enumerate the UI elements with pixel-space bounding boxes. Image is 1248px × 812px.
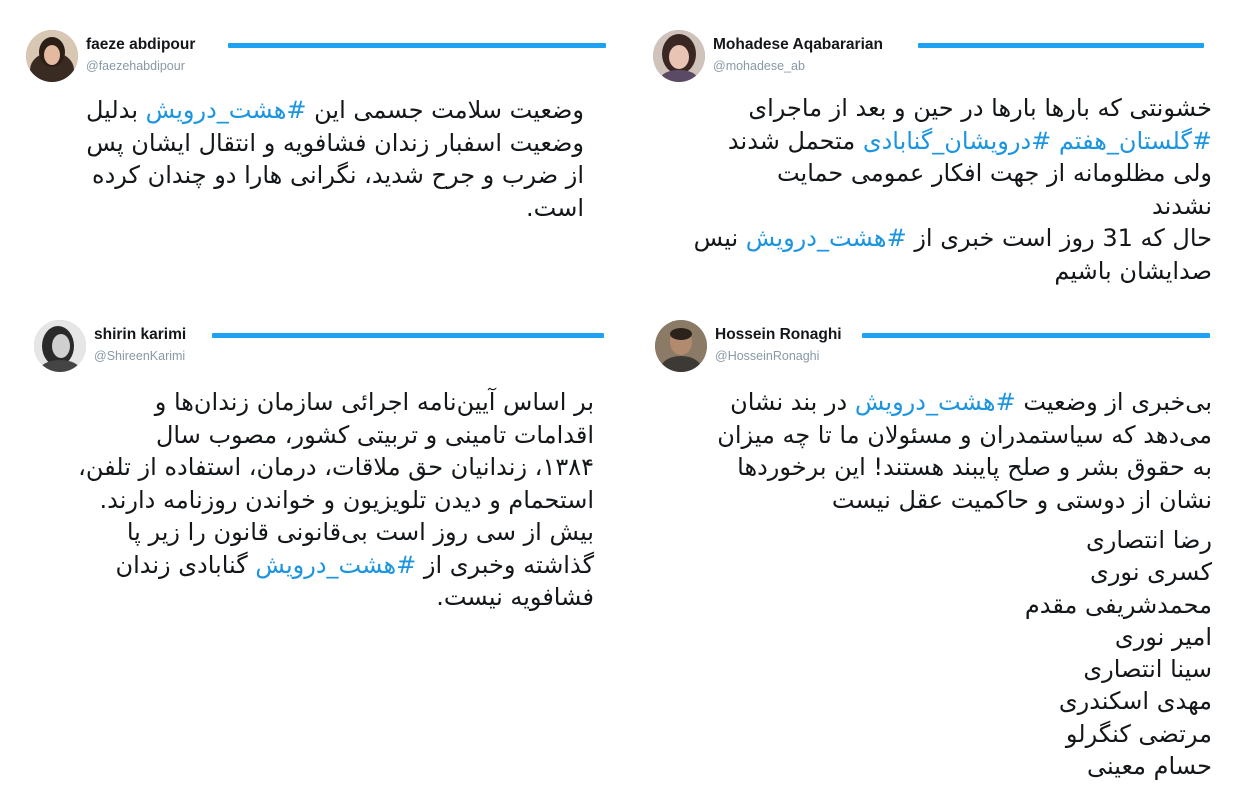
accent-divider bbox=[862, 333, 1210, 338]
accent-divider bbox=[228, 43, 606, 48]
tweet-text: وضعیت سلامت جسمی این #هشت_درویش بدلیل وضعیت اسفبار زندان فشافویه و انتقال ایشان پس از ضرب و جرح شدید، نگرانی هارا دو چندان کرده است. bbox=[86, 96, 584, 222]
tweet-shirin-karimi bbox=[34, 320, 604, 611]
display-name[interactable]: shirin karimi bbox=[94, 326, 187, 343]
list-item: امیر نوری bbox=[1114, 622, 1212, 651]
hashtag[interactable]: #هشت_درویش bbox=[145, 96, 307, 124]
avatar[interactable] bbox=[34, 320, 86, 372]
tweet-header bbox=[34, 320, 604, 376]
list-item: مهدی اسکندری bbox=[1058, 687, 1212, 716]
tweet-text: بی‌خبری از وضعیت #هشت_درویش در بند نشان می‌دهد که سیاستمدران و مسئولان ما تا چه میزان به حقوق بشر و صلح پایبند هستند! این برخوردها نشان از دوستی و حاکمیت عقل نیست bbox=[717, 388, 1212, 514]
tweet-header bbox=[655, 320, 1220, 376]
names-list bbox=[655, 524, 1212, 782]
user-handle[interactable]: @mohadese_ab bbox=[713, 59, 805, 73]
avatar[interactable] bbox=[655, 320, 707, 372]
accent-divider bbox=[918, 43, 1204, 48]
hashtag[interactable]: #گلستان_هفتم bbox=[1058, 126, 1212, 155]
user-handle[interactable]: @HosseinRonaghi bbox=[715, 349, 820, 363]
tweet-text: بر اساس آیین‌نامه اجرائی سازمان زندان‌ها و اقدامات تامینی و تربیتی کشور، مصوب سال ۱۳۸۴، زندانیان حق ملاقات، درمان، استفاده از تلفن، استحمام و دیدن تلویزیون و خواندن روزنامه دارند. بیش از سی روز است بی‌قانونی قانون را زیر پا گذاشته وخبری از #هشت_درویش گنابادی زندان فشافویه نیست. bbox=[78, 388, 594, 611]
list-item: سینا انتصاری bbox=[1083, 655, 1212, 684]
avatar[interactable] bbox=[653, 30, 705, 82]
list-item: رضا انتصاری bbox=[1086, 526, 1212, 554]
list-item: حسام معینی bbox=[1087, 752, 1212, 781]
list-item: محمدشریفی مقدم bbox=[1024, 590, 1212, 619]
tweet-faeze-abdipour bbox=[26, 30, 606, 222]
tweet-header bbox=[653, 30, 1218, 86]
tweet-text: خشونتی که بارها بارها در حین و بعد از ماجرای #گلستان_هفتم #درویشان_گنابادی متحمل شدند ولی مظلومانه از جهت افکار عمومی حمایت نشدند حال که 31 روز است خبری از #هشت_درویش نیس صدایشان باشیم bbox=[693, 94, 1212, 285]
display-name[interactable]: Mohadese Aqabararian bbox=[713, 36, 883, 53]
display-name[interactable]: Hossein Ronaghi bbox=[715, 326, 842, 343]
hashtag[interactable]: #هشت_درویش bbox=[854, 388, 1016, 416]
display-name[interactable]: faeze abdipour bbox=[86, 36, 196, 53]
hashtag[interactable]: #هشت_درویش bbox=[255, 550, 417, 579]
user-handle[interactable]: @ShireenKarimi bbox=[94, 349, 186, 363]
tweet-mohadese-aqabararian bbox=[653, 30, 1218, 285]
hashtag[interactable]: #هشت_درویش bbox=[745, 224, 907, 252]
user-handle[interactable]: @faezehabdipour bbox=[86, 59, 185, 73]
list-item: مرتضی کنگرلو bbox=[1065, 719, 1212, 748]
list-item: کسری نوری bbox=[1090, 558, 1212, 587]
tweet-hossein-ronaghi bbox=[655, 320, 1220, 781]
accent-divider bbox=[212, 333, 604, 338]
tweet-header bbox=[26, 30, 606, 86]
avatar[interactable] bbox=[26, 30, 78, 82]
hashtag[interactable]: #درویشان_گنابادی bbox=[862, 126, 1052, 155]
